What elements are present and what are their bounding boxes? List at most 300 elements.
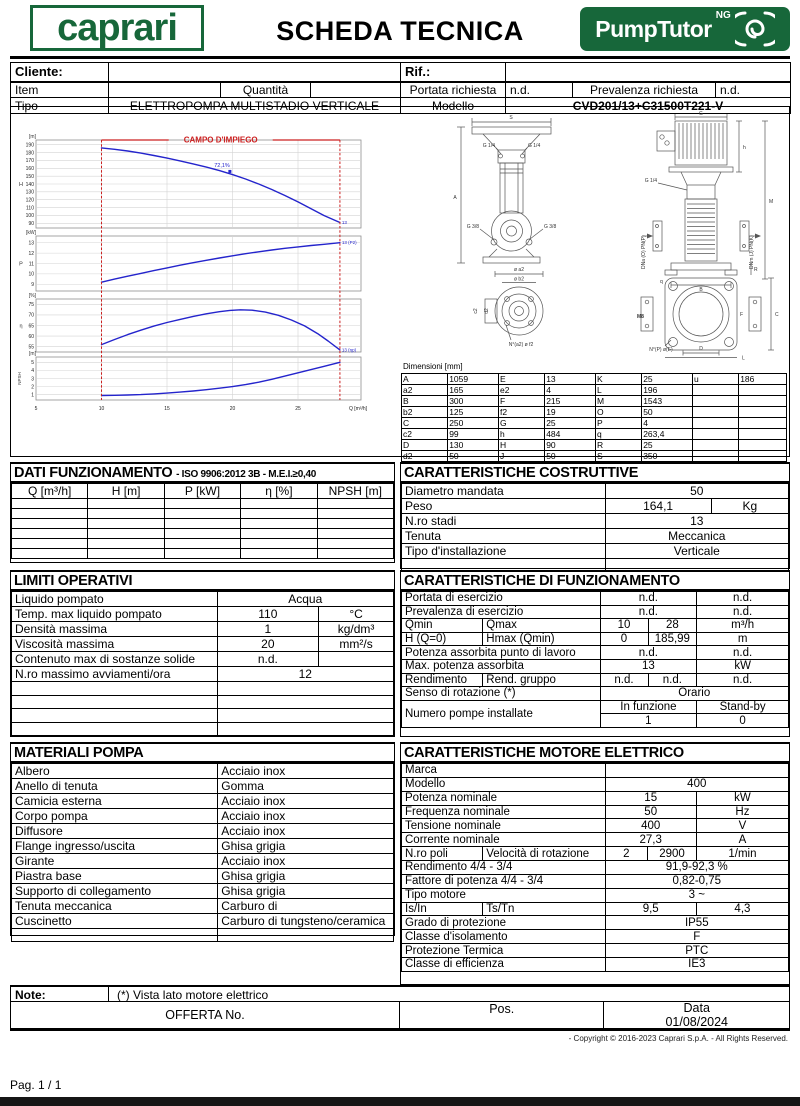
table-cell — [319, 652, 394, 667]
table-cell: N.ro poli — [402, 847, 483, 861]
table-cell: Is/In — [402, 902, 483, 916]
table-cell — [693, 385, 739, 396]
table-cell: °C — [319, 607, 394, 622]
table-cell: 3 ~ — [605, 888, 788, 902]
table-cell — [88, 529, 164, 539]
table-cell: 50 — [642, 407, 693, 418]
table-cell: Hmax (Qmin) — [483, 632, 600, 646]
table-cell: Senso di rotazione (*) — [402, 687, 601, 701]
table-cell: 2 — [605, 847, 648, 861]
svg-text:20: 20 — [229, 406, 236, 412]
table-cell: Protezione Termica — [402, 944, 606, 958]
table-cell: d2 — [402, 451, 448, 462]
table-cell: Carburo di tungsteno/ceramica — [218, 914, 394, 929]
copyright-text: - Copyright © 2016-2023 Caprari S.p.A. - All Rights Reserved. — [568, 1034, 788, 1043]
table-cell: 90 — [545, 440, 596, 451]
table-cell: Qmin — [402, 619, 483, 633]
table-cell: n.d. — [600, 592, 697, 606]
table-cell: 1543 — [642, 396, 693, 407]
prevalenza-label: Prevalenza richiesta — [573, 82, 716, 98]
table-cell — [164, 499, 240, 509]
pump-curves-chart — [13, 108, 401, 456]
item-value — [109, 82, 221, 98]
table-cell — [241, 519, 317, 529]
svg-text:60: 60 — [28, 333, 34, 340]
table-cell: Peso — [402, 499, 606, 514]
table-cell: Ghisa grigia — [218, 884, 394, 899]
table-cell: n.d. — [600, 646, 697, 660]
table-cell — [218, 929, 394, 942]
table-cell: 20 — [217, 637, 319, 652]
table-cell: N.ro massimo avviamenti/ora — [12, 667, 218, 682]
table-cell: Verticale — [605, 544, 788, 559]
table-cell: Densità massima — [12, 622, 218, 637]
drawing-label-l: L — [742, 355, 745, 361]
table-cell: 13 — [545, 374, 596, 385]
table-cell: Q [m³/h] — [12, 484, 88, 499]
table-cell: Corpo pompa — [12, 809, 218, 824]
table-cell: IP55 — [605, 916, 788, 930]
svg-text:CAMPO D'IMPIEGO: CAMPO D'IMPIEGO — [183, 135, 258, 145]
drawing-label-c: C — [775, 312, 779, 318]
table-cell: n.d. — [648, 673, 697, 687]
section-materiali-pompa — [10, 742, 395, 936]
section-title: CARATTERISTICHE COSTRUTTIVE — [401, 464, 789, 483]
table-cell: Orario — [600, 687, 788, 701]
table-cell — [12, 682, 218, 696]
drawing-label-g: G — [699, 111, 703, 117]
table-cell — [739, 440, 787, 451]
table-cell — [317, 509, 393, 519]
spiral-icon — [735, 11, 775, 47]
section-title: MATERIALI POMPA — [11, 744, 394, 763]
section-caratteristiche-funzionamento — [400, 570, 790, 737]
table-cell: Corrente nominale — [402, 833, 606, 847]
table-cell: 4 — [642, 418, 693, 429]
table-cell: Viscosità massima — [12, 637, 218, 652]
flange-detail-view — [473, 267, 543, 348]
table-cell: Frequenza nominale — [402, 805, 606, 819]
table-cell — [317, 529, 393, 539]
table-cell: 91,9-92,3 % — [605, 861, 788, 875]
table-cell — [164, 539, 240, 549]
table-cell — [88, 549, 164, 559]
table-cell: IE3 — [605, 958, 788, 972]
item-label: Item — [11, 82, 109, 98]
table-cell: A — [402, 374, 448, 385]
table-cell: a2 — [402, 385, 448, 396]
table-cell: G — [499, 418, 545, 429]
header-divider — [10, 56, 790, 59]
table-cell: 50 — [448, 451, 499, 462]
data-cell — [604, 1001, 789, 1028]
svg-text:180: 180 — [25, 150, 34, 157]
table-cell: 484 — [545, 429, 596, 440]
table-cell: 263,4 — [642, 429, 693, 440]
note-row — [10, 985, 790, 1002]
section-dati-funzionamento — [10, 462, 395, 563]
tipo-value: ELETTROPOMPA MULTISTADIO VERTICALE — [109, 98, 401, 114]
tipo-label: Tipo — [11, 98, 109, 114]
drawing-label-c2: c2 — [473, 308, 479, 314]
motore-table — [401, 763, 789, 972]
drawing-label-h: h — [743, 145, 746, 151]
dimensions-block — [401, 362, 787, 462]
rif-value — [506, 63, 791, 82]
table-cell: Acciaio inox — [218, 764, 394, 779]
table-cell — [12, 529, 88, 539]
table-cell: Gomma — [218, 779, 394, 794]
table-cell: L — [596, 385, 642, 396]
table-cell: K — [596, 374, 642, 385]
svg-text:130: 130 — [25, 189, 34, 196]
table-cell: Potenza assorbita punto di lavoro — [402, 646, 601, 660]
table-cell: Ts/Tn — [483, 902, 605, 916]
table-cell: Diffusore — [12, 824, 218, 839]
table-cell: Tenuta — [402, 529, 606, 544]
svg-text:P: P — [19, 261, 23, 268]
table-cell — [241, 499, 317, 509]
table-cell: 27,3 — [605, 833, 696, 847]
table-cell: P [kW] — [164, 484, 240, 499]
dati-table — [11, 483, 394, 559]
prevalenza-value: n.d. — [716, 82, 791, 98]
table-cell: B — [402, 396, 448, 407]
table-cell: Hz — [696, 805, 788, 819]
table-cell: kg/dm³ — [319, 622, 394, 637]
svg-text:65: 65 — [28, 323, 34, 330]
table-cell: Diametro mandata — [402, 484, 606, 499]
modello-label: Modello — [401, 98, 506, 114]
drawing-label-q: q — [660, 279, 663, 285]
caprari-logo — [30, 5, 204, 51]
table-cell: Max. potenza assorbita — [402, 659, 601, 673]
table-cell — [217, 695, 393, 709]
table-cell: NPSH [m] — [317, 484, 393, 499]
table-cell: n.d. — [697, 673, 789, 687]
svg-text:13 (P2): 13 (P2) — [341, 240, 357, 246]
pump-technical-drawing — [399, 109, 787, 361]
table-cell: 0,82-0,75 — [605, 874, 788, 888]
svg-text:1: 1 — [31, 392, 34, 399]
drawing-label-n-a2: N°(a2) ø f2 — [508, 342, 534, 348]
table-cell: m — [697, 632, 789, 646]
portata-value: n.d. — [506, 82, 573, 98]
table-cell — [317, 539, 393, 549]
svg-text:170: 170 — [25, 158, 34, 165]
limiti-table — [11, 591, 394, 736]
table-cell: Contenuto max di sostanze solide — [12, 652, 218, 667]
table-cell: 2900 — [648, 847, 697, 861]
table-cell: Rendimento 4/4 - 3/4 — [402, 861, 606, 875]
svg-text:150: 150 — [25, 173, 34, 180]
table-cell: m³/h — [697, 619, 789, 633]
table-cell: 1059 — [448, 374, 499, 385]
caprari-logo-text: caprari — [57, 7, 177, 49]
drawing-label-s: S — [509, 115, 513, 121]
table-cell — [317, 549, 393, 559]
table-cell: Numero pompe installate — [402, 700, 601, 727]
graphic-panel — [10, 106, 790, 461]
drawing-label-n-p: N°(P) ø(E) — [649, 347, 673, 353]
table-cell: Ghisa grigia — [218, 869, 394, 884]
table-cell: 13 — [600, 659, 697, 673]
svg-text:13 (ηp): 13 (ηp) — [341, 347, 357, 353]
table-cell — [217, 682, 393, 696]
cliente-label: Cliente: — [11, 63, 109, 82]
table-cell: Flange ingresso/uscita — [12, 839, 218, 854]
table-cell: Classe di efficienza — [402, 958, 606, 972]
table-cell: In funzione — [600, 700, 697, 714]
table-cell: Supporto di collegamento — [12, 884, 218, 899]
note-label: Note: — [11, 987, 109, 1001]
svg-text:70: 70 — [28, 312, 34, 319]
drawing-label-m8: M8 — [637, 314, 644, 320]
costruttive-table — [401, 483, 789, 572]
dimensions-table — [401, 373, 787, 462]
table-cell: c2 — [402, 429, 448, 440]
table-cell: 165 — [448, 385, 499, 396]
table-cell: Velocità di rotazione — [483, 847, 605, 861]
table-cell — [164, 519, 240, 529]
table-cell: Albero — [12, 764, 218, 779]
table-cell — [12, 499, 88, 509]
table-cell: V — [696, 819, 788, 833]
svg-text:13: 13 — [341, 220, 347, 225]
svg-text:13: 13 — [28, 240, 34, 247]
table-cell — [12, 509, 88, 519]
table-cell: 130 — [448, 440, 499, 451]
svg-text:90: 90 — [28, 221, 34, 228]
section-title: LIMITI OPERATIVI — [11, 572, 394, 591]
svg-text:9: 9 — [31, 282, 34, 289]
pumptutor-logo-text: PumpTutor — [595, 15, 712, 42]
table-cell — [693, 418, 739, 429]
table-cell — [693, 396, 739, 407]
table-cell: Camicia esterna — [12, 794, 218, 809]
table-cell: h — [499, 429, 545, 440]
table-cell: 99 — [448, 429, 499, 440]
dati-title: DATI FUNZIONAMENTO — [14, 465, 173, 481]
table-cell — [739, 451, 787, 462]
table-cell: Acciaio inox — [218, 794, 394, 809]
svg-text:11: 11 — [28, 261, 34, 268]
table-cell: mm²/s — [319, 637, 394, 652]
table-cell — [12, 549, 88, 559]
drawing-label-dia-b2: ø b2 — [513, 276, 525, 283]
table-cell: Potenza nominale — [402, 791, 606, 805]
svg-text:2: 2 — [31, 384, 34, 391]
table-cell — [693, 440, 739, 451]
table-cell: Modello — [402, 777, 606, 791]
table-cell — [241, 549, 317, 559]
table-cell: Qmax — [483, 619, 600, 633]
table-cell: 400 — [605, 777, 788, 791]
table-cell: Tipo motore — [402, 888, 606, 902]
table-cell: D — [402, 440, 448, 451]
table-cell: Prevalenza di esercizio — [402, 605, 601, 619]
svg-text:140: 140 — [25, 181, 34, 188]
table-cell — [12, 519, 88, 529]
table-cell: Classe d'isolamento — [402, 930, 606, 944]
table-cell: 300 — [448, 396, 499, 407]
drawing-label-d2: d2 — [484, 308, 490, 314]
table-cell: Meccanica — [605, 529, 788, 544]
table-cell — [164, 529, 240, 539]
svg-text:[m]: [m] — [29, 134, 36, 140]
table-cell: Acciaio inox — [218, 809, 394, 824]
offerta-label: OFFERTA No. — [11, 1001, 400, 1028]
svg-text:160: 160 — [25, 166, 34, 173]
table-cell: H [m] — [88, 484, 164, 499]
svg-text:75: 75 — [28, 302, 34, 309]
table-cell: 13 — [605, 514, 788, 529]
table-cell: b2 — [402, 407, 448, 418]
table-cell: R — [596, 440, 642, 451]
table-cell — [693, 451, 739, 462]
table-cell: Rendimento — [402, 673, 483, 687]
table-cell: 4,3 — [696, 902, 788, 916]
table-cell: Piastra base — [12, 869, 218, 884]
table-cell — [317, 499, 393, 509]
table-cell: 110 — [217, 607, 319, 622]
svg-text:100: 100 — [25, 213, 34, 220]
table-cell: Carburo di — [218, 899, 394, 914]
table-cell — [12, 695, 218, 709]
table-cell: n.d. — [697, 605, 789, 619]
pumptutor-ng-badge: NG — [715, 10, 731, 21]
table-cell: 164,1 — [605, 499, 711, 514]
table-cell — [217, 722, 393, 736]
table-cell: E — [499, 374, 545, 385]
table-cell — [12, 722, 218, 736]
bottom-bar — [0, 1097, 800, 1106]
table-cell — [241, 539, 317, 549]
table-cell — [164, 509, 240, 519]
table-cell: 196 — [642, 385, 693, 396]
table-cell: Anello di tenuta — [12, 779, 218, 794]
svg-text:H: H — [19, 182, 23, 188]
drawing-label-m: M — [769, 199, 774, 205]
table-cell — [88, 499, 164, 509]
table-cell — [739, 407, 787, 418]
drawing-label-b: B — [699, 287, 703, 293]
table-cell — [241, 509, 317, 519]
table-cell — [88, 539, 164, 549]
table-cell: 25 — [545, 418, 596, 429]
table-cell: 25 — [642, 440, 693, 451]
drawing-label-r: R — [754, 267, 758, 273]
table-cell: A — [696, 833, 788, 847]
table-cell: kW — [696, 791, 788, 805]
funzionamento-table — [401, 591, 789, 728]
table-cell: O — [596, 407, 642, 418]
table-cell: 185,99 — [648, 632, 697, 646]
rif-label: Rif.: — [401, 63, 506, 82]
table-cell: H — [499, 440, 545, 451]
table-cell: 12 — [217, 667, 393, 682]
table-cell: Stand-by — [697, 700, 789, 714]
table-cell: H (Q=0) — [402, 632, 483, 646]
note-text: (*) Vista lato motore elettrico — [117, 988, 269, 1002]
table-cell: 4 — [545, 385, 596, 396]
svg-text:12: 12 — [28, 250, 34, 257]
data-value: 01/08/2024 — [665, 1015, 729, 1029]
table-cell: 1/min — [696, 847, 788, 861]
svg-text:5: 5 — [34, 406, 38, 412]
drawing-label-dnm: DNm (J) PN(K) — [749, 235, 755, 269]
table-cell: P — [596, 418, 642, 429]
section-title: CARATTERISTICHE DI FUNZIONAMENTO — [401, 572, 789, 591]
modello-value: CVD201/13+C31500T221-V — [506, 98, 791, 114]
table-cell: 1 — [600, 714, 697, 728]
svg-text:[%]: [%] — [28, 293, 36, 299]
table-cell — [739, 429, 787, 440]
table-cell — [739, 418, 787, 429]
table-cell: F — [499, 396, 545, 407]
table-cell: Tipo d'installazione — [402, 544, 606, 559]
table-cell: C — [402, 418, 448, 429]
table-cell: f2 — [499, 407, 545, 418]
table-cell: 50 — [605, 484, 788, 499]
table-cell: 0 — [697, 714, 789, 728]
svg-text:15: 15 — [164, 406, 170, 412]
table-cell: 215 — [545, 396, 596, 407]
table-cell: PTC — [605, 944, 788, 958]
table-cell: kW — [697, 659, 789, 673]
dati-subtitle: - ISO 9906:2012 3B - M.E.I.≥0,40 — [176, 469, 316, 480]
table-cell: 400 — [605, 819, 696, 833]
table-cell: n.d. — [600, 605, 697, 619]
drawing-label-g38b: G 3/8 — [544, 224, 557, 230]
data-label: Data — [683, 1001, 710, 1015]
table-cell: 10 — [600, 619, 648, 633]
table-cell: F — [605, 930, 788, 944]
pump-motor-view — [641, 111, 773, 293]
svg-text:110: 110 — [26, 205, 34, 212]
pumptutor-logo — [580, 7, 790, 51]
table-cell: n.d. — [697, 646, 789, 660]
table-cell: n.d. — [697, 592, 789, 606]
table-cell — [317, 519, 393, 529]
table-cell: Rend. gruppo — [483, 673, 600, 687]
table-cell — [217, 709, 393, 723]
drawing-label-f: F — [740, 312, 744, 318]
offerta-row — [10, 1001, 790, 1031]
table-cell: J — [499, 451, 545, 462]
page-title: SCHEDA TECNICA — [276, 16, 524, 46]
table-cell: M — [596, 396, 642, 407]
drawing-label-g14b: G 1/4 — [528, 143, 541, 149]
pump-top-view — [637, 278, 779, 361]
table-cell: 9,5 — [605, 902, 696, 916]
table-cell: 0 — [600, 632, 648, 646]
drawing-label-g38a: G 3/8 — [466, 224, 479, 230]
table-cell: 28 — [648, 619, 697, 633]
table-cell: 50 — [605, 805, 696, 819]
table-cell — [693, 407, 739, 418]
section-motore-elettrico — [400, 742, 790, 985]
page-number: Pag. 1 / 1 — [10, 1078, 62, 1092]
drawing-label-a: A — [453, 195, 457, 201]
table-cell: η [%] — [241, 484, 317, 499]
quantita-label: Quantità — [221, 82, 311, 98]
drawing-label-g14a: G 1/4 — [482, 143, 495, 149]
table-cell: Girante — [12, 854, 218, 869]
svg-text:4: 4 — [31, 368, 34, 375]
svg-text:3: 3 — [31, 376, 34, 383]
table-cell: Portata di esercizio — [402, 592, 601, 606]
